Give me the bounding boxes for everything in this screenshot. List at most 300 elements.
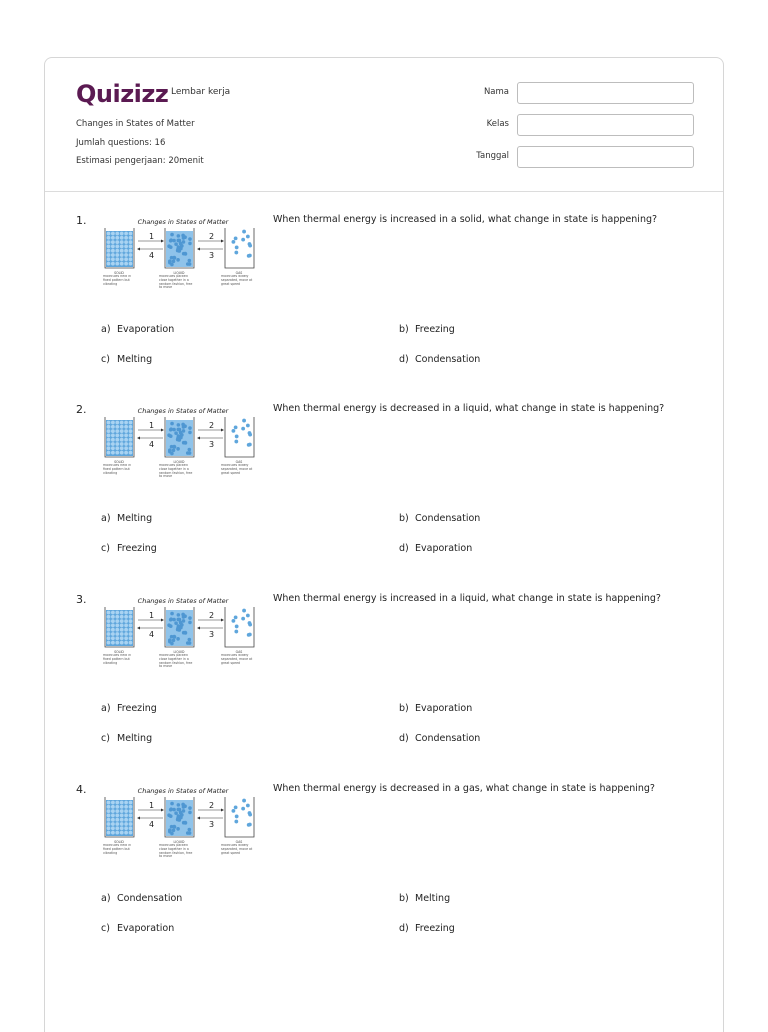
solid-molecule [111,831,115,835]
arrow-label-1: 1 [149,232,155,241]
liquid-molecule [170,802,174,806]
solid-molecule [115,632,119,636]
solid-molecule [111,451,115,455]
solid-molecule [129,818,133,822]
solid-molecule [107,446,111,450]
solid-molecule [124,624,128,628]
state-desc-gas: molecules widely separated, move at great speed [221,844,253,855]
solid-molecule [111,262,115,266]
liquid-molecule [177,245,181,249]
liquid-molecule [176,637,180,641]
option-letter: a) [101,893,111,904]
answer-option[interactable] [101,354,152,365]
option-letter: c) [101,354,110,365]
solid-molecule [129,628,133,632]
state-label-liquid: LIQUID [173,271,185,275]
state-desc-liquid: molecules packed close together in a random fashion, free to move [159,844,193,859]
solid-molecule [129,831,133,835]
liquid-molecule [172,256,176,260]
arrow-label-1: 1 [149,611,155,620]
state-desc-solid: molecules held in fixed pattern but vibrating [103,654,132,665]
liquid-molecule [172,825,176,829]
liquid-molecule [188,828,192,832]
solid-molecule [129,619,133,623]
solid-molecule [124,611,128,615]
solid-molecule [124,249,128,253]
answer-option[interactable] [101,513,152,524]
liquid-molecule [180,244,184,248]
gas-molecule [248,623,252,627]
state-desc-solid: molecules held in fixed pattern but vibrating [103,464,132,475]
solid-molecule [129,442,133,446]
option-letter: d) [399,354,409,365]
gas-molecule [246,235,250,239]
arrow-label-2: 2 [209,421,215,430]
worksheet-subtitle: Lembar kerja [171,87,231,97]
solid-molecule [111,809,115,813]
solid-molecule [124,628,128,632]
diagram-title: Changes in States of Matter [137,597,229,605]
gas-molecule [232,619,236,623]
solid-molecule [115,814,119,818]
solid-molecule [111,429,115,433]
question-block [45,403,723,583]
solid-molecule [107,236,111,240]
solid-molecule [107,442,111,446]
option-letter: a) [101,324,111,335]
liquid-molecule [183,614,187,618]
liquid-molecule [186,641,190,645]
solid-molecule [124,801,128,805]
state-label-solid: SOLID [114,840,124,844]
solid-container [106,610,133,646]
solid-molecule [129,232,133,236]
solid-molecule [124,636,128,640]
solid-molecule [120,809,124,813]
solid-molecule [111,814,115,818]
liquid-molecule [183,441,187,445]
solid-molecule [120,805,124,809]
solid-molecule [120,253,124,257]
liquid-molecule [167,244,171,248]
solid-molecule [124,619,128,623]
liquid-molecule [183,804,187,808]
solid-molecule [129,438,133,442]
liquid-molecule [172,448,176,452]
solid-molecule [120,240,124,244]
solid-molecule [115,434,119,438]
solid-molecule [124,257,128,261]
option-text: Freezing [415,923,455,934]
answer-option[interactable] [399,703,472,714]
solid-molecule [129,434,133,438]
liquid-molecule [168,830,172,834]
gas-molecule [242,609,246,613]
liquid-molecule [177,239,181,243]
solid-molecule [111,240,115,244]
solid-molecule [115,249,119,253]
liquid-molecule [188,448,192,452]
state-label-liquid: LIQUID [173,650,185,654]
option-text: Freezing [117,543,157,554]
liquid-molecule [170,422,174,426]
state-desc-solid: molecules held in fixed pattern but vibrating [103,844,132,855]
arrow-label-2: 2 [209,801,215,810]
solid-molecule [107,434,111,438]
solid-molecule [129,249,133,253]
solid-molecule [107,245,111,249]
liquid-molecule [176,447,180,451]
gas-molecule [247,443,251,447]
option-text: Evaporation [415,543,473,554]
solid-molecule [129,425,133,429]
gas-molecule [248,433,252,437]
answer-option[interactable] [399,893,450,904]
solid-molecule [120,801,124,805]
question-count: Jumlah questions: 16 [76,138,166,148]
solid-molecule [120,425,124,429]
state-desc-gas: molecules widely separated, move at great speed [221,275,253,286]
solid-molecule [129,253,133,257]
solid-molecule [115,451,119,455]
answer-option[interactable] [399,513,480,524]
option-text: Freezing [117,703,157,714]
solid-molecule [120,429,124,433]
solid-molecule [120,814,124,818]
solid-molecule [111,253,115,257]
answer-option[interactable] [101,733,152,744]
solid-molecule [107,232,111,236]
solid-molecule [129,632,133,636]
quizizz-logo: Quizizz [76,80,169,108]
solid-container [106,420,133,456]
gas-molecule [241,617,245,621]
solid-molecule [115,628,119,632]
solid-molecule [111,632,115,636]
solid-molecule [129,611,133,615]
liquid-molecule [177,423,181,427]
worksheet [44,57,724,1032]
gas-molecule [248,244,252,248]
answer-option[interactable] [399,733,480,744]
arrow-label-3: 3 [209,630,215,639]
solid-molecule [129,240,133,244]
gas-molecule [246,804,250,808]
gas-molecule [242,419,246,423]
question-number: 4. [76,783,87,796]
solid-molecule [111,438,115,442]
solid-molecule [124,434,128,438]
solid-molecule [115,253,119,257]
gas-molecule [234,820,238,824]
liquid-molecule [172,618,176,622]
state-desc-solid: molecules held in fixed pattern but vibrating [103,275,132,286]
solid-molecule [115,822,119,826]
answer-option[interactable] [399,923,455,934]
solid-molecule [111,818,115,822]
solid-molecule [120,615,124,619]
liquid-molecule [177,613,181,617]
liquid-molecule [176,827,180,831]
solid-molecule [115,232,119,236]
liquid-molecule [176,258,180,262]
liquid-molecule [188,259,192,263]
solid-molecule [107,611,111,615]
solid-molecule [129,641,133,645]
liquid-molecule [170,612,174,616]
solid-molecule [124,632,128,636]
liquid-molecule [172,635,176,639]
solid-molecule [124,809,128,813]
solid-molecule [115,429,119,433]
solid-molecule [129,826,133,830]
gas-molecule [234,251,238,255]
solid-molecule [129,615,133,619]
solid-molecule [111,628,115,632]
solid-molecule [115,240,119,244]
question-text: When thermal energy is decreased in a liquid, what change in state is happening? [273,403,665,414]
option-text: Condensation [117,893,183,904]
solid-molecule [107,636,111,640]
answer-option[interactable] [101,923,174,934]
liquid-molecule [183,821,187,825]
gas-molecule [247,254,251,258]
solid-molecule [111,245,115,249]
liquid-molecule [177,434,181,438]
solid-molecule [111,236,115,240]
solid-molecule [111,421,115,425]
solid-molecule [107,421,111,425]
solid-molecule [120,611,124,615]
option-letter: c) [101,923,110,934]
option-text: Melting [117,733,153,744]
liquid-molecule [174,242,178,246]
option-text: Condensation [415,733,481,744]
solid-molecule [124,822,128,826]
question-text: When thermal energy is decreased in a gas, what change in state is happening? [273,783,655,794]
solid-molecule [124,818,128,822]
solid-molecule [107,818,111,822]
arrow-label-3: 3 [209,820,215,829]
solid-molecule [120,232,124,236]
liquid-molecule [167,433,171,437]
solid-molecule [124,615,128,619]
liquid-molecule [183,631,187,635]
solid-molecule [111,249,115,253]
solid-molecule [124,641,128,645]
answer-option[interactable] [101,543,157,554]
solid-molecule [120,822,124,826]
arrow-label-1: 1 [149,421,155,430]
state-label-gas: GAS [235,840,243,844]
gas-molecule [247,823,251,827]
solid-molecule [124,253,128,257]
answer-option[interactable] [101,703,157,714]
option-letter: b) [399,893,409,904]
solid-molecule [111,446,115,450]
liquid-molecule [172,828,176,832]
solid-molecule [107,262,111,266]
solid-molecule [129,446,133,450]
answer-option[interactable] [399,354,480,365]
state-desc-gas: molecules widely separated, move at great speed [221,464,253,475]
solid-molecule [124,826,128,830]
question-text: When thermal energy is increased in a liquid, what change in state is happening? [273,593,661,604]
liquid-molecule [168,450,172,454]
gas-molecule [232,240,236,244]
liquid-molecule [188,237,192,241]
arrow-label-3: 3 [209,440,215,449]
solid-molecule [120,632,124,636]
option-text: Evaporation [117,324,175,335]
liquid-molecule [177,803,181,807]
option-text: Melting [117,513,153,524]
liquid-molecule [167,813,171,817]
gas-molecule [234,615,238,619]
solid-molecule [129,257,133,261]
solid-molecule [111,619,115,623]
solid-molecule [107,429,111,433]
gas-molecule [242,799,246,803]
liquid-molecule [174,431,178,435]
state-label-gas: GAS [235,650,243,654]
option-letter: b) [399,513,409,524]
solid-molecule [115,615,119,619]
liquid-molecule [172,445,176,449]
name-label: Nama [483,87,509,97]
solid-molecule [120,628,124,632]
solid-molecule [107,632,111,636]
estimated-time: Estimasi pengerjaan: 20menit [76,156,204,166]
solid-molecule [111,442,115,446]
solid-molecule [107,619,111,623]
name-field[interactable] [517,82,694,104]
solid-molecule [107,615,111,619]
liquid-molecule [188,811,192,815]
solid-molecule [107,425,111,429]
solid-molecule [107,628,111,632]
solid-molecule [111,826,115,830]
gas-molecule [234,440,238,444]
solid-molecule [120,831,124,835]
option-letter: b) [399,324,409,335]
arrow-label-2: 2 [209,611,215,620]
liquid-molecule [172,808,176,812]
liquid-molecule [188,242,192,246]
diagram-title: Changes in States of Matter [137,407,229,415]
solid-molecule [115,801,119,805]
solid-molecule [111,434,115,438]
solid-molecule [120,826,124,830]
liquid-molecule [180,813,184,817]
liquid-molecule [168,261,172,265]
solid-molecule [107,624,111,628]
option-letter: d) [399,543,409,554]
solid-molecule [107,826,111,830]
solid-molecule [111,257,115,261]
solid-molecule [120,262,124,266]
solid-container [106,800,133,836]
class-label: Kelas [486,119,509,129]
solid-molecule [107,801,111,805]
solid-molecule [124,240,128,244]
solid-molecule [129,236,133,240]
diagram-title: Changes in States of Matter [137,218,229,226]
solid-molecule [124,236,128,240]
liquid-molecule [177,814,181,818]
states-of-matter-diagram [103,783,258,873]
arrow-label-4: 4 [149,820,155,829]
option-letter: a) [101,703,111,714]
option-text: Melting [117,354,153,365]
gas-molecule [241,807,245,811]
liquid-molecule [172,428,176,432]
solid-molecule [120,236,124,240]
solid-molecule [120,421,124,425]
option-letter: a) [101,513,111,524]
liquid-molecule [170,233,174,237]
option-text: Condensation [415,513,481,524]
diagram-title: Changes in States of Matter [137,787,229,795]
solid-molecule [129,814,133,818]
liquid-molecule [172,259,176,263]
solid-molecule [107,249,111,253]
state-label-gas: GAS [235,460,243,464]
state-label-gas: GAS [235,271,243,275]
solid-molecule [115,257,119,261]
solid-molecule [115,826,119,830]
answer-option[interactable] [101,893,182,904]
liquid-molecule [188,616,192,620]
gas-molecule [242,230,246,234]
gas-molecule [235,246,239,250]
liquid-molecule [188,806,192,810]
answer-option[interactable] [399,543,472,554]
solid-molecule [115,809,119,813]
gas-molecule [234,805,238,809]
option-letter: d) [399,733,409,744]
solid-molecule [107,257,111,261]
solid-molecule [115,619,119,623]
solid-molecule [129,822,133,826]
solid-molecule [120,249,124,253]
solid-container [106,231,133,267]
solid-molecule [115,818,119,822]
state-label-liquid: LIQUID [173,840,185,844]
liquid-molecule [186,831,190,835]
liquid-molecule [174,811,178,815]
solid-molecule [129,451,133,455]
class-field[interactable] [517,114,694,136]
arrow-label-3: 3 [209,251,215,260]
answer-option[interactable] [101,324,174,335]
question-number: 1. [76,214,87,227]
liquid-molecule [183,252,187,256]
solid-molecule [107,805,111,809]
liquid-molecule [177,234,181,238]
answer-option[interactable] [399,324,455,335]
solid-molecule [111,611,115,615]
arrow-label-4: 4 [149,630,155,639]
date-field[interactable] [517,146,694,168]
liquid-molecule [174,621,178,625]
liquid-molecule [168,640,172,644]
solid-molecule [115,421,119,425]
gas-molecule [246,614,250,618]
gas-molecule [234,630,238,634]
solid-molecule [115,805,119,809]
solid-molecule [124,805,128,809]
